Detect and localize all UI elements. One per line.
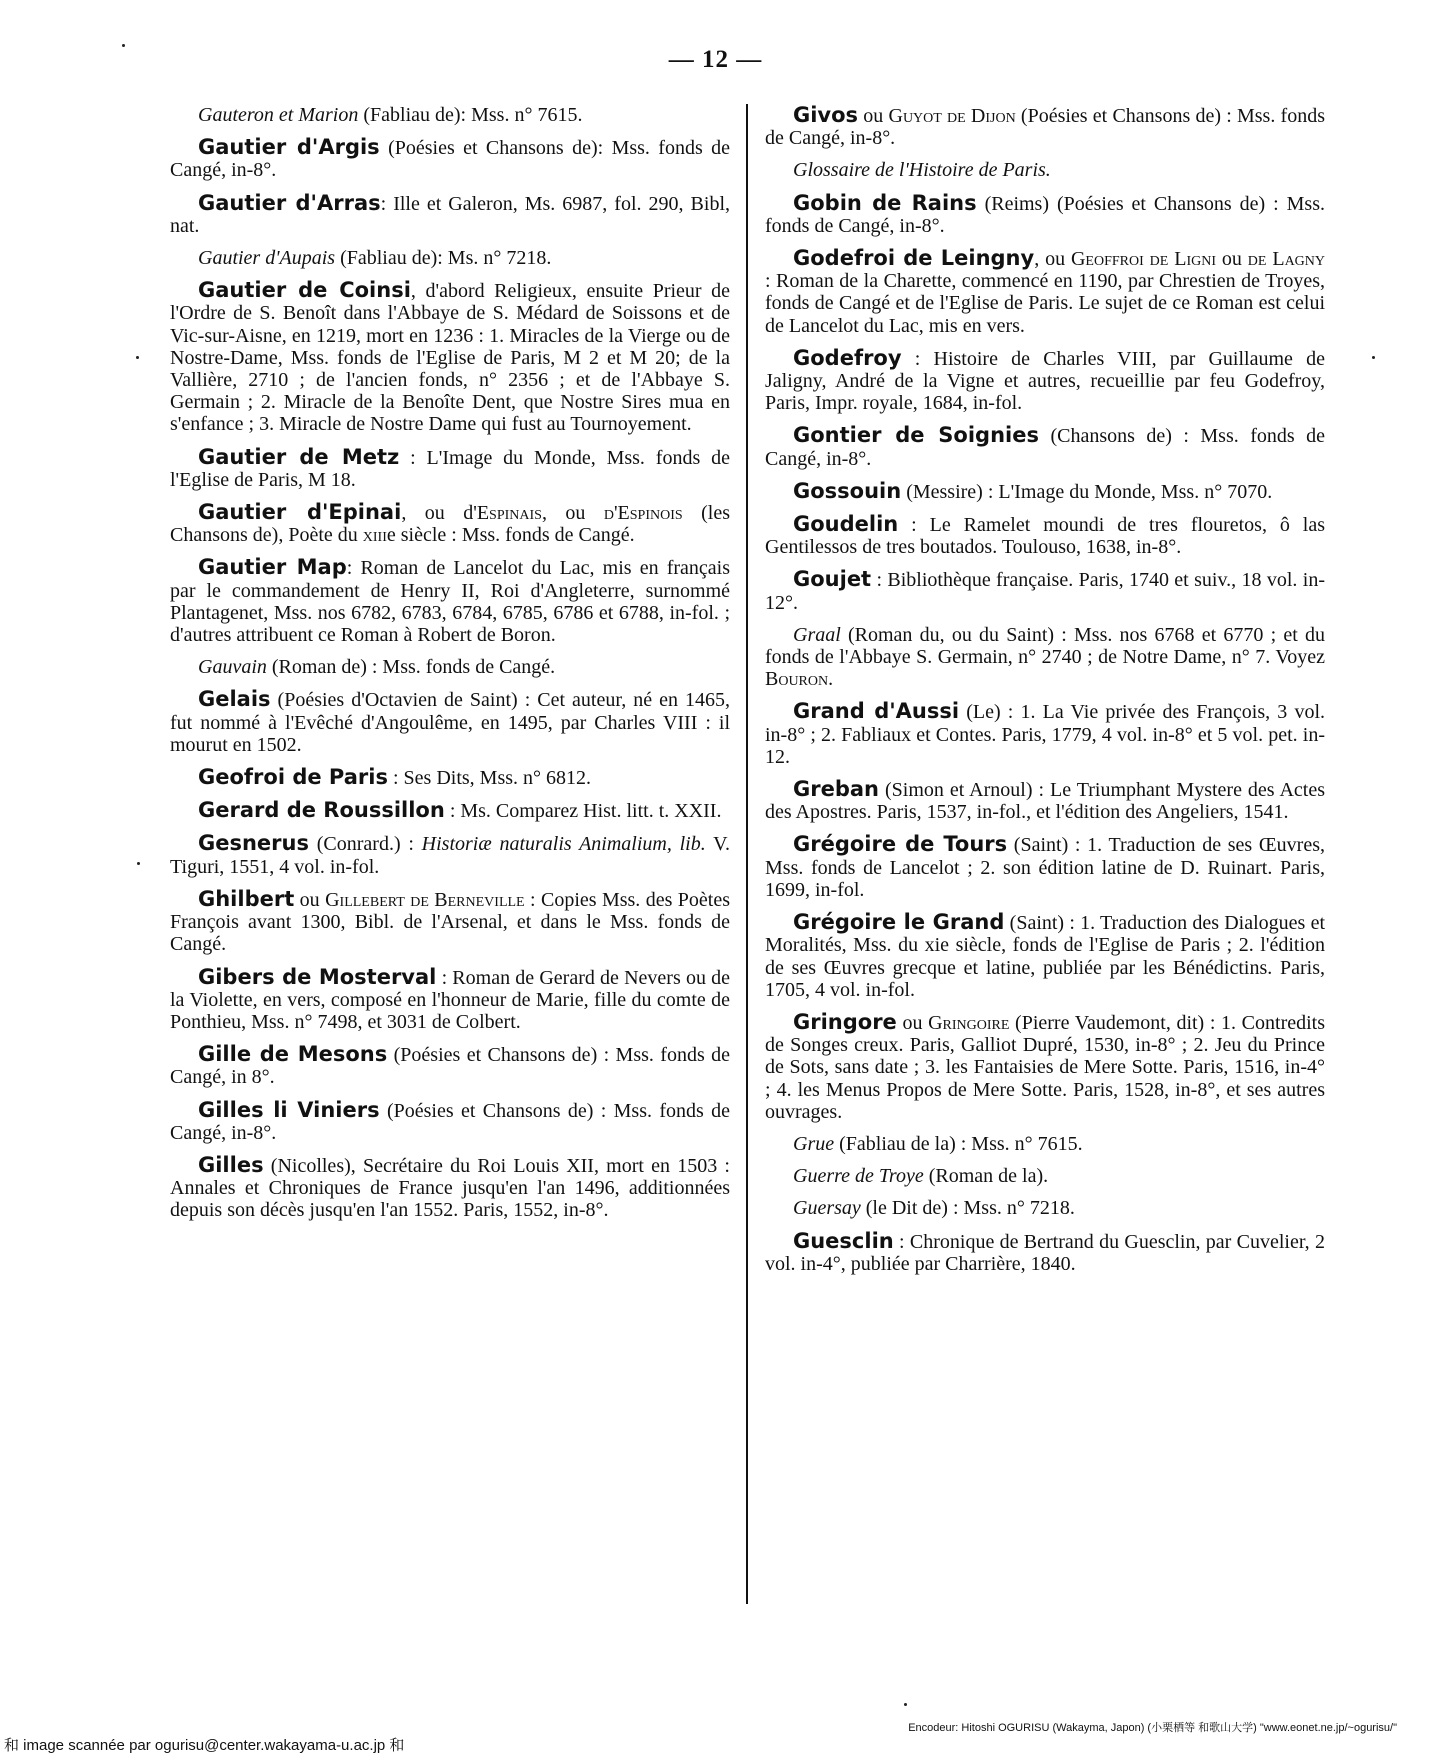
entry-headword: Gossouin xyxy=(793,478,902,503)
entry-text: : L'Image du Monde, Mss. fonds de l'Eglise de Paris, M 18. xyxy=(170,446,730,491)
entry-italic-title: Guerre de Troye xyxy=(793,1165,924,1188)
index-entry xyxy=(765,911,1325,1001)
entry-text: : Histoire de Charles VIII, par Guillaume de Jaligny, André de la Vigne et autres, recueillie par feu Godefroy, Paris, Impr. royale, 1684, in-fol. xyxy=(765,347,1325,415)
entry-headword: Grégoire de Tours xyxy=(793,832,1008,857)
encoder-credit: Encodeur: Hitoshi OGURISU (Wakayma, Japon) (小栗栖等 和歌山大学) "www.eonet.ne.jp/~ogurisu/" xyxy=(908,1722,1397,1734)
scan-speck xyxy=(136,356,139,359)
entry-text: ou xyxy=(858,105,889,127)
entry-text: e siècle : Mss. fonds de Cangé. xyxy=(386,524,635,547)
index-entry xyxy=(170,136,730,181)
index-entry xyxy=(765,624,1325,691)
entry-text: (Fabliau de): Mss. n° 7615. xyxy=(358,104,583,126)
index-entry xyxy=(170,446,730,491)
entry-headword: Greban xyxy=(793,777,879,802)
entry-italic-title: Glossaire de l'Histoire de Paris. xyxy=(793,159,1051,182)
index-entry xyxy=(170,966,730,1034)
entry-text: (Le) : 1. La Vie privée des François, 3 vol. in-8° ; 2. Fabliaux et Contes. Paris, 1779, 4 vol. in-8° et 5 vol. pet. in-12. xyxy=(765,701,1325,768)
index-entry xyxy=(170,104,730,126)
entry-text: : Copies Mss. des Poètes François avant 1300, Bibl. de l'Arsenal, et dans le Mss. fonds de Cangé. xyxy=(170,888,731,956)
page-number: — 12 — xyxy=(668,46,763,73)
entry-italic-title: Guersay xyxy=(793,1197,861,1220)
entry-text: (Roman du, ou du Saint) : Mss. nos 6768 et 6770 ; et du fonds de l'Abbaye S. Germain, n° 2740 ; de Notre Dame, n° 7. Voyez xyxy=(765,623,1325,669)
entry-headword: Goujet xyxy=(793,567,872,592)
entry-text: (Roman de) : Mss. fonds de Cangé. xyxy=(266,656,556,679)
entry-small-caps: Geoffroi de Ligni xyxy=(1070,248,1216,271)
index-entry xyxy=(765,513,1325,558)
index-entry xyxy=(170,1043,730,1088)
entry-text: ou xyxy=(294,888,326,911)
entry-headword: Godefroi de Leingny xyxy=(793,246,1035,271)
entry-text: , ou d' xyxy=(401,502,477,525)
entry-text: (Saint) : 1. Traduction des Dialogues et Moralités, Mss. du xie siècle, fonds de l'Eglise de Paris ; 2. l'édition de ses Œuvres grecque et latine, publiée par les Bénédictins. Paris, 1705, 4 vol. in-fol. xyxy=(765,912,1326,1001)
index-entry xyxy=(765,104,1325,149)
scan-speck xyxy=(1372,356,1375,359)
entry-headword: Givos xyxy=(793,103,859,127)
entry-text: (Conrard.) : xyxy=(308,833,422,856)
entry-text: (Poésies et Chansons de) : Mss. fonds de Cangé, in-8°. xyxy=(170,1099,730,1144)
entry-headword: Gautier d'Arras xyxy=(198,190,381,215)
entry-text: (Simon et Arnoul) : Le Triumphant Mystere des Actes des Apostres. Paris, 1537, in-fol., et l'édition des Angeliers, 1541. xyxy=(765,779,1325,824)
index-entry xyxy=(765,424,1325,469)
entry-headword: Grand d'Aussi xyxy=(793,699,960,724)
index-entry xyxy=(765,1133,1325,1155)
index-entry xyxy=(170,279,730,435)
entry-small-caps: Bouron xyxy=(765,668,829,691)
entry-text: (les Chansons de), Poète du xyxy=(170,502,730,547)
entry-text: : Ille et Galeron, Ms. 6987, fol. 290, Bibl, nat. xyxy=(170,192,730,237)
entry-text: (Fabliau de): Ms. n° 7218. xyxy=(335,247,552,270)
entry-text: (Poésies et Chansons de) : Mss. fonds de Cangé, in 8°. xyxy=(170,1044,730,1089)
entry-text: (Chansons de) : Mss. fonds de Cangé, in-8°. xyxy=(765,425,1325,470)
entry-headword: Gilles xyxy=(198,1152,264,1177)
entry-italic-title: Gauteron et Marion xyxy=(198,104,359,126)
entry-italic-title: Gauvain xyxy=(198,656,267,679)
entry-text: (Saint) : 1. Traduction de ses Œuvres, Mss. fonds de Lancelot ; 2. son édition latine de D. Ruinart. Paris, 1699, in-fol. xyxy=(765,834,1325,901)
entry-small-caps: Espinais xyxy=(476,502,542,525)
entry-text: (Fabliau de la) : Mss. n° 7615. xyxy=(834,1132,1083,1155)
left-column xyxy=(170,104,730,1232)
entry-headword: Gringore xyxy=(793,1009,897,1034)
entry-small-caps: de Lagny xyxy=(1247,248,1326,271)
index-entry xyxy=(170,688,730,756)
index-entry xyxy=(170,1099,730,1144)
right-column xyxy=(765,104,1325,1285)
entry-headword: Gautier Map xyxy=(198,555,347,580)
entry-headword: Gontier de Soignies xyxy=(793,423,1039,448)
entry-small-caps: Gringoire xyxy=(928,1011,1010,1034)
entry-headword: Gerard de Roussillon xyxy=(198,798,445,823)
entry-text: : Chronique de Bertrand du Guesclin, par Cuvelier, 2 vol. in-4°, publiée par Charrière, 1840. xyxy=(765,1230,1325,1275)
index-entry xyxy=(765,700,1325,768)
index-entry xyxy=(170,1154,730,1222)
entry-text: : Roman de Lancelot du Lac, mis en français par le commandement de Henry II, Roi d'Angleterre, surnommé Plantagenet, Mss. nos 6782, 6783, 6784, 6785, 6786 et 6788, in-fol. ; d'autres attribuent ce Roman à Robert de Boron. xyxy=(170,557,731,647)
index-entry xyxy=(170,556,730,646)
entry-text: (Poésies et Chansons de) : Mss. fonds de Cangé, in-8°. xyxy=(765,105,1325,150)
index-entry xyxy=(765,159,1325,181)
entry-text: , ou xyxy=(1034,248,1071,271)
entry-text: , d'abord Religieux, ensuite Prieur de l'Ordre de S. Benoît dans l'Abbaye de S. Médard de Soissons et de Vic-sur-Aisne, en 1219, mort en 1236 : 1. Miracles de la Vierge ou de Nostre-Dame, Mss. fonds de l'Eglise de Paris, M 2 et M 20; de la Vallière, 2710 ; de l'ancien fonds, n° 2356 ; et de l'Abbaye S. Germain ; 2. Miracle de la Benoîte Dent, que Nostre Sires mua en s'enfance ; 3. Miracle de Nostre Dame qui fust au Tournoyement. xyxy=(170,280,731,436)
index-entry xyxy=(765,480,1325,503)
entry-text: : Le Ramelet moundi de tres flouretos, ô las Gentilessos de tres boutados. Toulouso, 1638, in-8°. xyxy=(765,514,1325,559)
entry-italic-title: Graal xyxy=(793,623,841,646)
entry-text: (Messire) : L'Image du Monde, Mss. n° 7070. xyxy=(901,480,1273,503)
entry-headword: Gille de Mesons xyxy=(198,1042,388,1067)
entry-headword: Geofroi de Paris xyxy=(198,765,388,790)
entry-text: , ou xyxy=(541,502,604,525)
entry-text: ou xyxy=(896,1011,929,1034)
entry-headword: Godefroy xyxy=(793,345,902,370)
entry-small-caps: Gillebert de Berneville xyxy=(325,888,525,911)
entry-headword: Goudelin xyxy=(793,512,899,537)
entry-text: : Ms. Comparez Hist. litt. t. XXII. xyxy=(444,800,722,823)
scan-speck xyxy=(137,862,140,865)
entry-headword: Gibers de Mosterval xyxy=(198,964,437,989)
entry-italic-title: Grue xyxy=(793,1132,835,1155)
entry-text: (le Dit de) : Mss. n° 7218. xyxy=(860,1197,1075,1220)
entry-text: : Bibliothèque française. Paris, 1740 et suiv., 18 vol. in-12°. xyxy=(765,569,1325,614)
entry-headword: Grégoire le Grand xyxy=(793,910,1005,935)
index-entry xyxy=(170,766,730,789)
entry-text: (Nicolles), Secrétaire du Roi Louis XII, mort en 1503 : Annales et Chroniques de France jusqu'en l'an 1496, additionnées depuis son décès jusqu'en l'an 1552. Paris, 1552, in-8°. xyxy=(170,1154,730,1222)
index-entry xyxy=(765,347,1325,415)
index-entry xyxy=(170,799,730,822)
entry-text: (Poésies et Chansons de): Mss. fonds de Cangé, in-8°. xyxy=(170,137,730,182)
index-entry xyxy=(765,568,1325,613)
entry-headword: Gesnerus xyxy=(198,831,309,856)
entry-headword: Gautier d'Argis xyxy=(198,135,380,160)
entry-italic-title: Historiæ naturalis Animalium, lib. xyxy=(421,833,706,856)
entry-small-caps: xiii xyxy=(362,524,387,547)
entry-headword: Gautier de Metz xyxy=(198,444,400,469)
index-entry xyxy=(765,1197,1325,1219)
index-entry xyxy=(170,832,730,877)
index-entry xyxy=(765,833,1325,901)
scan-speck xyxy=(904,1703,907,1706)
scan-speck xyxy=(122,44,125,47)
index-entry xyxy=(765,1011,1325,1123)
entry-text: : Roman de Gerard de Nevers ou de la Violette, en vers, composé en l'honneur de Marie, fille du comte de Ponthieu, Mss. n° 7498, et 3031 de Colbert. xyxy=(170,966,731,1033)
entry-text: (Roman de la). xyxy=(923,1165,1049,1188)
index-entry xyxy=(170,888,730,956)
entry-small-caps: Guyot de Dijon xyxy=(888,105,1016,127)
entry-text: : Ses Dits, Mss. n° 6812. xyxy=(387,767,592,790)
entry-text: (Reims) (Poésies et Chansons de) : Mss. fonds de Cangé, in-8°. xyxy=(765,192,1325,237)
index-entry xyxy=(765,1165,1325,1187)
entry-text: ou xyxy=(1216,248,1248,271)
entry-text: V. Tiguri, 1551, 4 vol. in-fol. xyxy=(170,833,730,878)
index-entry xyxy=(170,192,730,237)
index-entry xyxy=(765,192,1325,237)
index-entry xyxy=(765,778,1325,823)
entry-italic-title: Gautier d'Aupais xyxy=(198,247,336,270)
entry-headword: Gobin de Rains xyxy=(793,190,977,215)
entry-headword: Gelais xyxy=(198,687,271,712)
entry-headword: Gautier de Coinsi xyxy=(198,278,411,303)
entry-headword: Gautier d'Epinai xyxy=(198,500,402,525)
column-divider xyxy=(746,104,748,1604)
index-entry xyxy=(765,247,1325,337)
index-entry xyxy=(765,1230,1325,1275)
entry-headword: Guesclin xyxy=(793,1228,894,1253)
entry-text: (Poésies d'Octavien de Saint) : Cet auteur, né en 1465, fut nommé à l'Evêché d'Angoulême, en 1495, par Charles VIII : il mourut en 1502. xyxy=(170,689,730,756)
entry-text: : Roman de la Charette, commencé en 1190, par Chrestien de Troyes, fonds de Cangé et de l'Eglise de Paris. Le sujet de ce Roman est celui de Lancelot du Lac, mis en vers. xyxy=(765,270,1325,337)
index-entry xyxy=(170,247,730,269)
index-entry xyxy=(170,501,730,546)
entry-text: (Pierre Vaudemont, dit) : 1. Contredits de Songes creux. Paris, Galliot Dupré, 1530, in-8° ; 2. Jeu du Prince de Sots, sans date ; 3. les Fantaisies de Mere Sotte. Paris, 1516, in-4° ; 4. les Menus Propos de Mere Sotte. Paris, 1528, in-8°, et ses autres ouvrages. xyxy=(765,1011,1325,1123)
entry-headword: Gilles li Viniers xyxy=(198,1097,380,1122)
entry-small-caps: d'Espinois xyxy=(603,502,683,525)
entry-headword: Ghilbert xyxy=(198,886,295,911)
entry-text: . xyxy=(828,668,834,691)
scan-note: 和 image scannée par ogurisu@center.wakayama-u.ac.jp 和 xyxy=(4,1737,405,1754)
index-entry xyxy=(170,656,730,678)
